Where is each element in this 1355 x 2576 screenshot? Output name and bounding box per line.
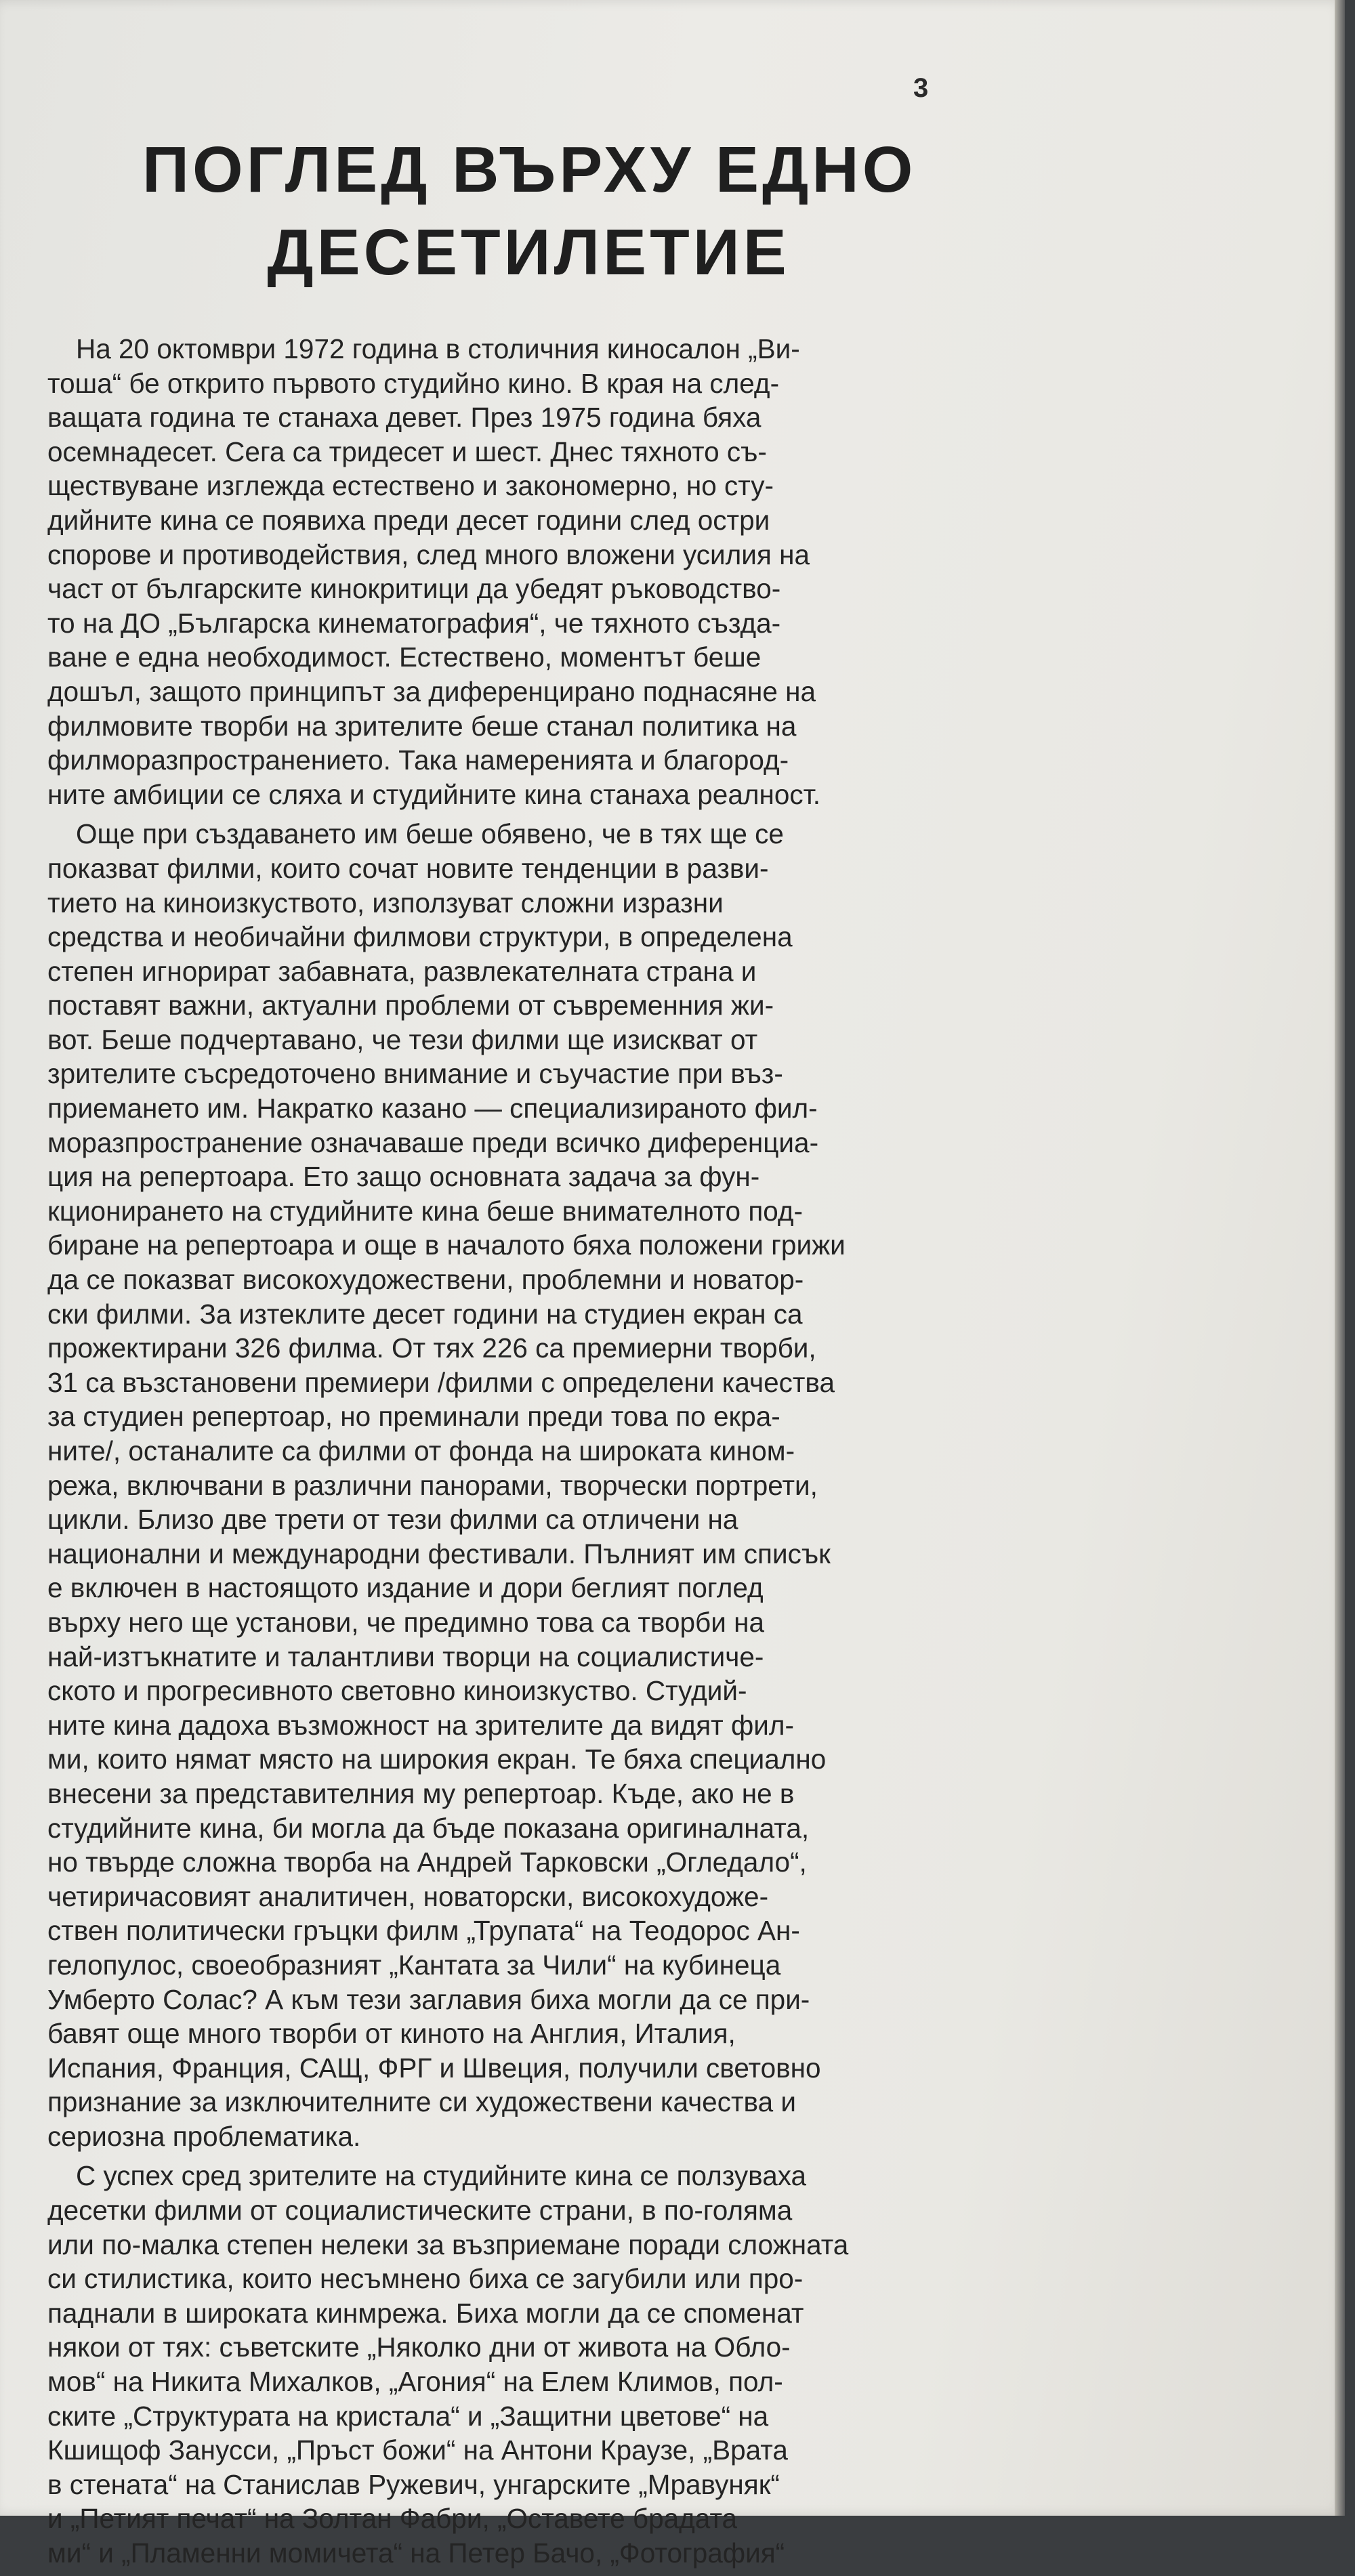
text-line: тоша“ бе открито първото студийно кино. В края на след- <box>47 367 780 399</box>
title-line: ПОГЛЕД ВЪРХУ ЕДНО <box>142 133 917 206</box>
page-edge-shadow <box>1335 0 1345 2516</box>
text-line: С успех сред зрителите на студийните кина се ползуваха <box>76 2160 807 2192</box>
text-line: зрителите съсредоточено внимание и съучастие при въз- <box>47 1058 783 1090</box>
text-line: си стилистика, които несъмнено биха се загубили или про- <box>47 2263 804 2295</box>
article-body <box>47 332 938 2576</box>
text-line: мов“ на Никита Михалков, „Агония“ на Елем Климов, пол- <box>47 2366 783 2398</box>
text-line: студийните кина, би могла да бъде показана оригиналната, <box>47 1812 810 1844</box>
article-title <box>142 129 915 294</box>
text-line: паднали в широката кинмрежа. Биха могли да се споменат <box>47 2297 804 2329</box>
text-line: е включен в настоящото издание и дори беглият поглед <box>47 1572 764 1604</box>
text-line: ване е една необходимост. Естествено, моментът беше <box>47 641 762 673</box>
text-line: 31 са възстановени премиери /филми с определени качества <box>47 1366 835 1398</box>
text-line: показват филми, които сочат новите тенденции в разви- <box>47 852 769 884</box>
text-line: Испания, Франция, САЩ, ФРГ и Швеция, получили световно <box>47 2052 821 2084</box>
text-line: биране на репертоара и още в началото бяха положени грижи <box>47 1229 846 1261</box>
text-line: ското и прогресивното световно киноизкуство. Студий- <box>47 1675 747 1707</box>
text-line: четиричасовият аналитичен, новаторски, високохудоже- <box>47 1880 769 1912</box>
text-line: гелопулос, своеобразният „Кантата за Чили“ на кубинеца <box>47 1949 781 1981</box>
text-line: На 20 октомври 1972 година в столичния киносалон „Ви- <box>76 333 800 364</box>
text-line: вот. Беше подчертавано, че тези филми ще изискват от <box>47 1023 758 1055</box>
text-line: десетки филми от социалистическите страни, в по-голяма <box>47 2195 793 2226</box>
text-line: кционирането на студийните кина беше внимателното под- <box>47 1195 804 1227</box>
text-line: да се показват високохудожествени, проблемни и новатор- <box>47 1264 804 1296</box>
text-line: ми, които нямат място на широкия екран. Те бяха специално <box>47 1744 827 1775</box>
text-line: бавят още много творби от киното на Англия, Италия, <box>47 2018 736 2050</box>
text-line: най-изтъкнатите и талантливи творци на социалистиче- <box>47 1641 764 1672</box>
text-line: някои от тях: съветските „Няколко дни от живота на Обло- <box>47 2331 791 2363</box>
text-line: върху него ще установи, че предимно това са творби на <box>47 1606 765 1638</box>
text-line: ствен политически гръцки филм „Трупата“ на Теодорос Ан- <box>47 1915 800 1947</box>
text-line: дошъл, защото принципът за диференцирано поднасяне на <box>47 675 816 707</box>
text-line: ните кина дадоха възможност на зрителите да видят фил- <box>47 1709 795 1741</box>
text-line: Умберто Солас? А към тези заглавия биха могли да се при- <box>47 1983 810 2015</box>
text-line: внесени за представителния му репертоар. Къде, ако не в <box>47 1777 795 1809</box>
text-line: тието на киноизкуството, използуват сложни изразни <box>47 887 724 919</box>
text-line: средства и необичайни филмови структури, в определена <box>47 921 793 953</box>
text-line: или по-малка степен нелеки за възприемане поради сложната <box>47 2229 849 2260</box>
text-line: признание за изключителните си художествени качества и <box>47 2086 796 2118</box>
text-line: дийните кина се появиха преди десет години след остри <box>47 504 770 536</box>
text-line: ски филми. За изтеклите десет години на студиен екран са <box>47 1298 803 1330</box>
text-line: моразпространение означаваше преди всичко диференциа- <box>47 1126 819 1158</box>
paragraph <box>47 817 938 2153</box>
text-line: в стената“ на Станислав Ружевич, унгарските „Мравуняк“ <box>47 2468 780 2500</box>
text-line: за студиен репертоар, но преминали преди това по екра- <box>47 1401 780 1433</box>
text-line: филморазпространението. Така намеренията и благород- <box>47 744 789 776</box>
paragraph <box>47 332 938 811</box>
text-line: ция на репертоара. Ето защо основната задача за фун- <box>47 1161 760 1193</box>
text-line: част от българските кинокритици да убедят ръководство- <box>47 573 781 605</box>
text-line: национални и международни фестивали. Пълният им списък <box>47 1538 831 1569</box>
text-line: ществуване изглежда естествено и закономерно, но сту- <box>47 470 774 502</box>
text-line: и „Петият печат“ на Золтан Фабри, „Оставете брадата <box>47 2503 738 2535</box>
text-line: ми“ и „Пламенни момичета“ на Петер Бачо, „Фотография“ <box>47 2537 785 2569</box>
text-line: ските „Структурата на кристала“ и „Защитни цветове“ на <box>47 2400 769 2432</box>
text-line: режа, включвани в различни панорами, творчески портрети, <box>47 1469 818 1501</box>
text-line: прожектирани 326 филма. От тях 226 са премиерни творби, <box>47 1332 816 1364</box>
text-line: Кшищоф Занусси, „Пръст божи“ на Антони Краузе, „Врата <box>47 2434 788 2466</box>
text-line: спорове и противодействия, след много вложени усилия на <box>47 539 810 570</box>
text-line: приемането им. Накратко казано — специализираното фил- <box>47 1093 818 1124</box>
text-line: Още при създаването им беше обявено, че в тях ще се <box>76 818 784 850</box>
text-line: сериозна проблематика. <box>47 2120 361 2152</box>
text-line: то на ДО „Българска кинематография“, че тяхното създа- <box>47 607 781 639</box>
text-line: но твърде сложна творба на Андрей Тарковски „Огледало“, <box>47 1846 807 1878</box>
text-line: ващата година те станаха девет. През 1975 година бяха <box>47 402 762 434</box>
text-line: цикли. Близо две трети от тези филми са отличени на <box>47 1504 738 1536</box>
text-line: ните/, останалите са филми от фонда на широката кином- <box>47 1435 795 1466</box>
text-line: степен игнорират забавната, развлекателната страна и <box>47 955 757 987</box>
paragraph <box>47 2159 938 2570</box>
page-number: 3 <box>913 73 929 103</box>
text-line: ните амбиции се сляха и студийните кина станаха реалност. <box>47 778 820 810</box>
title-line: ДЕСЕТИЛЕТИЕ <box>267 216 790 289</box>
text-line: филмовите творби на зрителите беше станал политика на <box>47 710 797 742</box>
text-line: осемнадесет. Сега са тридесет и шест. Днес тяхното съ- <box>47 436 767 467</box>
text-line: поставят важни, актуални проблеми от съвременния жи- <box>47 990 774 1021</box>
